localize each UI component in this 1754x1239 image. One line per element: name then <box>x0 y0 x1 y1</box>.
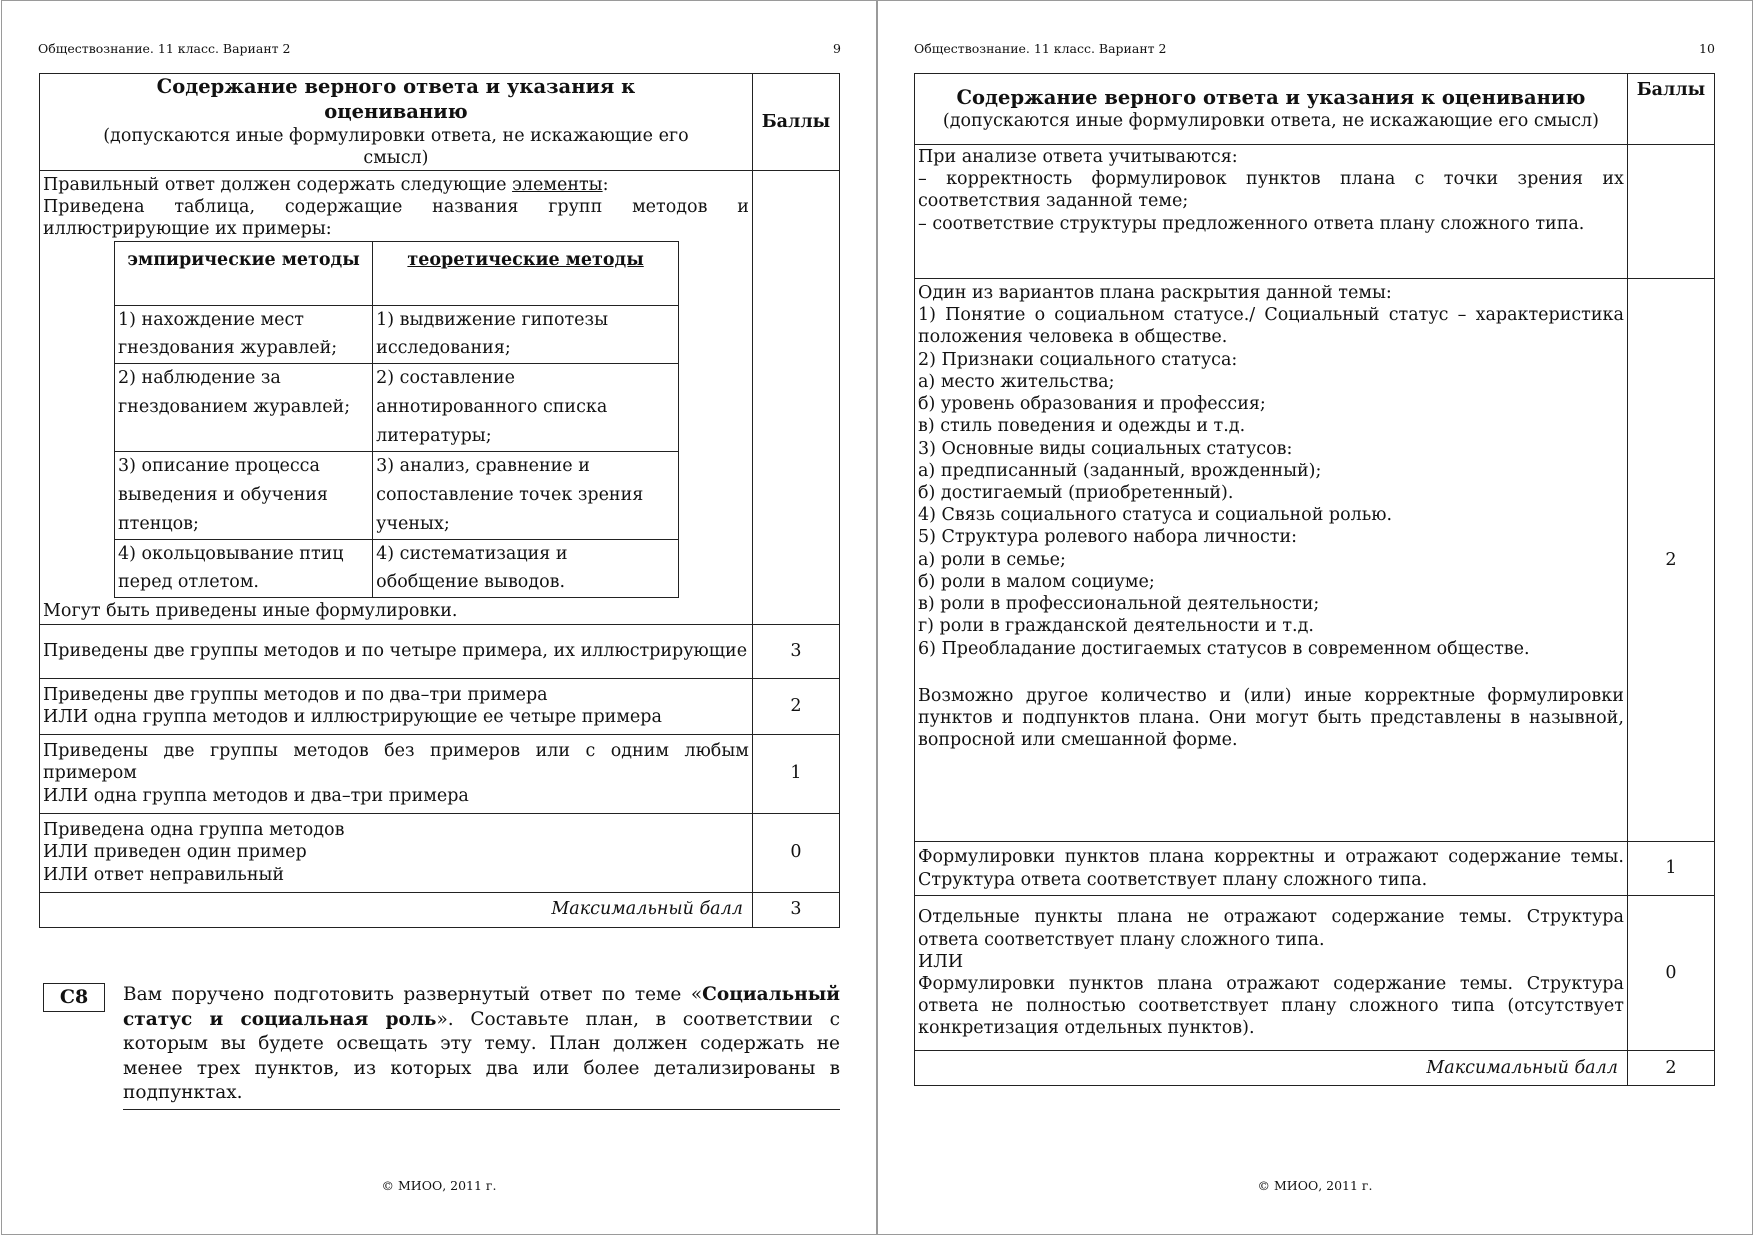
plan-item: 4) Связь социального статуса и социальной ролью. <box>918 505 1393 526</box>
task-label: C8 <box>43 983 105 1012</box>
max-score-label: Максимальный балл <box>40 892 753 927</box>
theoretical-method: 1) выдвижение гипотезы исследования; <box>373 305 679 364</box>
task-text: Вам поручено подготовить развернутый ответ по теме «Социальный статус и социальная роль». Составьте план, в соответствии с которым вы будете освещать эту тему. План должен содержать не менее трех пунктов, из которых два или более детализированы в подпунктах. <box>123 983 840 1110</box>
criteria-score: 3 <box>752 624 839 678</box>
theoretical-method: 3) анализ, сравнение и сопоставление точек зрения ученых; <box>373 451 679 539</box>
methods-row <box>115 539 679 598</box>
analysis-item: – корректность формулировок пунктов плана с точки зрения их соответствия заданной теме; <box>918 169 1624 212</box>
header-note: (допускаются иные формулировки ответа, не искажающие его смысл) <box>103 125 689 168</box>
page-number: 10 <box>1699 41 1715 56</box>
header-note: (допускаются иные формулировки ответа, не искажающие его смысл) <box>942 111 1599 132</box>
plan-title: Один из вариантов плана раскрытия данной темы: <box>918 283 1392 303</box>
methods-row <box>115 305 679 364</box>
task-topic: Социальный статус и социальная роль <box>123 984 840 1030</box>
plan-item: б) достигаемый (приобретенный). <box>918 482 1234 503</box>
answer-key-table <box>39 73 840 928</box>
max-score-label: Максимальный балл <box>915 1051 1628 1086</box>
empirical-method: 1) нахождение мест гнездования журавлей; <box>115 305 373 364</box>
elements-underlined: элементы <box>512 174 603 195</box>
spacer <box>918 660 1624 685</box>
criteria-row <box>40 678 840 734</box>
page-footer: © МИОО, 2011 г. <box>381 1178 497 1193</box>
table-header-content <box>40 74 753 171</box>
methods-table <box>114 241 679 599</box>
left-page <box>1 0 877 1235</box>
criteria-score: 1 <box>1627 842 1714 896</box>
criteria-text: Формулировки пунктов плана корректны и отражают содержание темы. Структура ответа соответствует плану сложного типа. <box>915 842 1628 896</box>
header-score: Баллы <box>1627 74 1714 145</box>
theoretical-method: 4) систематизация и обобщение выводов. <box>373 539 679 598</box>
empirical-header: эмпирические методы <box>115 241 373 305</box>
page-header-subject: Обществознание. 11 класс. Вариант 2 <box>914 41 1167 56</box>
plan-item: г) роли в гражданской деятельности и т.д. <box>918 616 1314 637</box>
max-score-value: 3 <box>752 892 839 927</box>
page-number: 9 <box>833 41 841 56</box>
intro-line: Правильный ответ должен содержать следующие элементы: <box>43 174 609 195</box>
plan-score: 2 <box>1627 279 1714 842</box>
header-score: Баллы <box>752 74 839 171</box>
empirical-method: 3) описание процесса выведения и обучения птенцов; <box>115 451 373 539</box>
analysis-cell <box>915 145 1628 279</box>
criteria-score: 1 <box>752 734 839 813</box>
criteria-text: Приведены две группы методов без примеров или с одним любым примером ИЛИ одна группа методов и два–три примера <box>40 734 753 813</box>
answer-elements-cell <box>40 170 753 624</box>
plan-item: б) роли в малом социуме; <box>918 571 1155 592</box>
plan-item: а) место жительства; <box>918 371 1115 392</box>
criteria-row <box>40 734 840 813</box>
criteria-row <box>40 624 840 678</box>
page-header-subject: Обществознание. 11 класс. Вариант 2 <box>38 41 291 56</box>
plan-item: 2) Признаки социального статуса: <box>918 349 1238 370</box>
plan-note: Возможно другое количество и (или) иные корректные формулировки пунктов и подпунктов плана. Они могут быть представлены в назывной, вопросной или смешанной форме. <box>918 685 1624 751</box>
criteria-row <box>915 842 1715 896</box>
max-score-row <box>40 892 840 927</box>
intro-table-text: Приведена таблица, содержащие названия групп методов и иллюстрирующие их примеры: <box>43 197 749 240</box>
theoretical-method: 2) составление аннотированного списка литературы; <box>373 364 679 452</box>
plan-item: 1) Понятие о социальном статусе./ Социальный статус – характеристика положения человека в обществе. <box>918 305 1624 348</box>
methods-row <box>115 364 679 452</box>
criteria-text: Приведены две группы методов и по два–три примера ИЛИ одна группа методов и иллюстрирующие ее четыре примера <box>40 678 753 734</box>
criteria-text: Приведена одна группа методов ИЛИ приведен один пример ИЛИ ответ неправильный <box>40 813 753 892</box>
plan-item: а) роли в семье; <box>918 549 1066 570</box>
max-score-value: 2 <box>1627 1051 1714 1086</box>
plan-item: в) стиль поведения и одежды и т.д. <box>918 416 1246 437</box>
theoretical-header: теоретические методы <box>373 241 679 305</box>
header-title: Содержание верного ответа и указания к оцениванию <box>956 85 1586 109</box>
empty-score-cell <box>1627 145 1714 279</box>
criteria-text: Приведены две группы методов и по четыре примера, их иллюстрирующие <box>40 624 753 678</box>
plan-row <box>915 279 1715 842</box>
right-page <box>877 0 1753 1235</box>
plan-item: 6) Преобладание достигаемых статусов в современном обществе. <box>918 638 1530 659</box>
empirical-method: 2) наблюдение за гнездованием журавлей; <box>115 364 373 452</box>
table-header-content <box>915 74 1628 145</box>
header-title: Содержание верного ответа и указания к оцениванию <box>156 75 636 123</box>
plan-item: 3) Основные виды социальных статусов: <box>918 438 1293 459</box>
alternative-note: Могут быть приведены иные формулировки. <box>43 601 458 622</box>
plan-item: в) роли в профессиональной деятельности; <box>918 594 1320 615</box>
criteria-score: 2 <box>752 678 839 734</box>
empty-score-cell <box>752 170 839 624</box>
criteria-score: 0 <box>752 813 839 892</box>
methods-row <box>115 451 679 539</box>
analysis-title: При анализе ответа учитываются: <box>918 147 1238 167</box>
plan-cell <box>915 279 1628 842</box>
plan-item: а) предписанный (заданный, врожденный); <box>918 460 1322 481</box>
max-score-row <box>915 1051 1715 1086</box>
criteria-row <box>40 813 840 892</box>
criteria-row <box>915 896 1715 1051</box>
answer-key-table <box>914 73 1715 1086</box>
plan-item: 5) Структура ролевого набора личности: <box>918 527 1298 548</box>
criteria-score: 0 <box>1627 896 1714 1051</box>
criteria-text: Отдельные пункты плана не отражают содержание темы. Структура ответа соответствует плану сложного типа. ИЛИ Формулировки пунктов плана отражают содержание темы. Структура ответа не полностью соответствует плану сложного типа (отсутствует конкретизация отдельных пунктов). <box>915 896 1628 1051</box>
empirical-method: 4) окольцовывание птиц перед отлетом. <box>115 539 373 598</box>
page-footer: © МИОО, 2011 г. <box>1257 1178 1373 1193</box>
plan-item: б) уровень образования и профессия; <box>918 394 1266 415</box>
analysis-item: – соответствие структуры предложенного ответа плану сложного типа. <box>918 213 1585 234</box>
